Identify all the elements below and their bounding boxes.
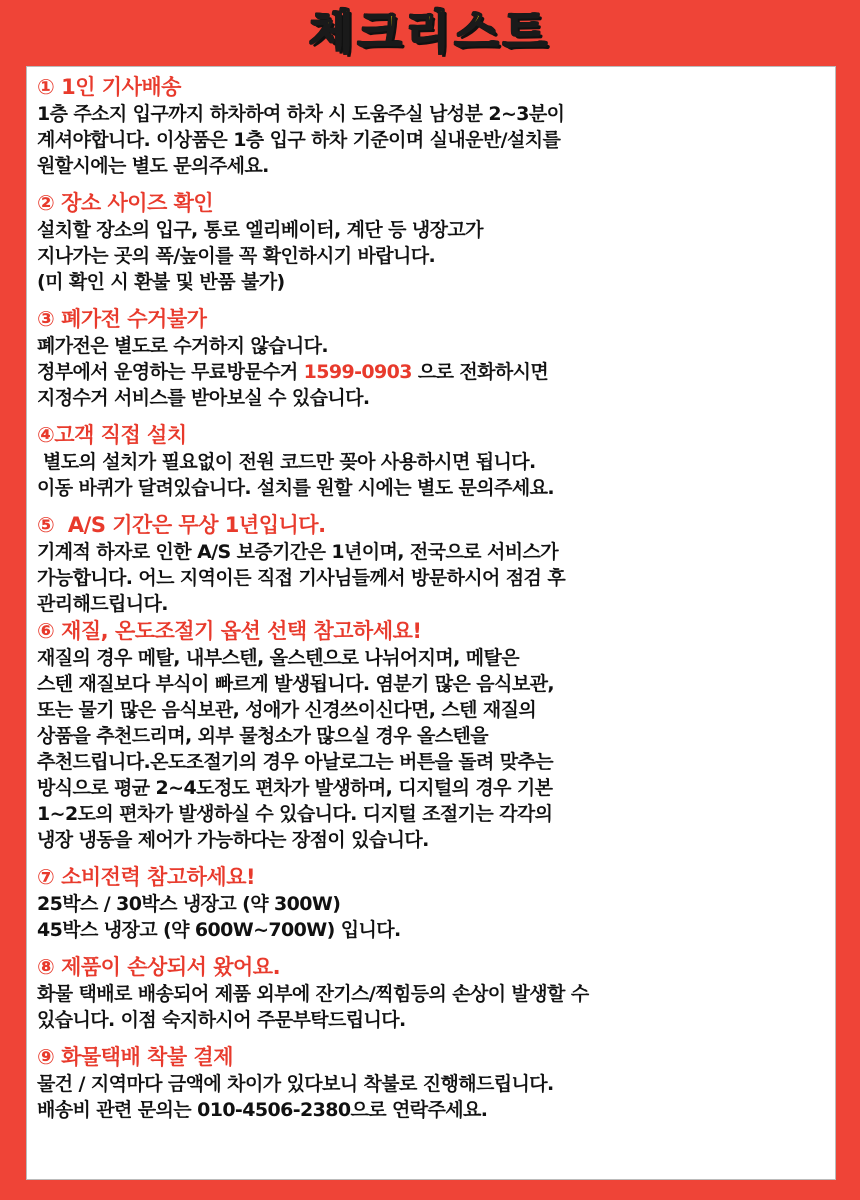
section-text: 지나가는 곳의 폭/높이를 꼭 확인하시기 바랍니다.	[37, 245, 436, 267]
section-heading: ⑦ 소비전력 참고하세요!	[37, 865, 256, 889]
section-text: 스텐 재질보다 부식이 빠르게 발생됩니다. 염분기 많은 음식보관,	[37, 673, 554, 695]
section-text: 있습니다. 이점 숙지하시어 주문부탁드립니다.	[37, 1009, 406, 1031]
section-8	[37, 953, 835, 1033]
section-6	[37, 617, 835, 853]
section-9	[37, 1043, 835, 1123]
section-heading: ⑤ A/S 기간은 무상 1년입니다.	[37, 513, 326, 537]
section-text: (미 확인 시 환불 및 반품 불가)	[37, 271, 285, 293]
section-text: 상품을 추천드리며, 외부 물청소가 많으실 경우 올스텐을	[37, 725, 489, 747]
section-heading: ⑧ 제품이 손상되서 왔어요.	[37, 955, 281, 979]
section-text: 25박스 / 30박스 냉장고 (약 300W)	[37, 893, 341, 915]
section-text: 45박스 냉장고 (약 600W~700W) 입니다.	[37, 919, 401, 941]
section-heading: ① 1인 기사배송	[37, 75, 181, 99]
checklist-panel	[26, 66, 836, 1180]
section-text: 관리해드립니다.	[37, 593, 168, 615]
section-text: 배송비 관련 문의는 010-4506-2380으로 연락주세요.	[37, 1099, 488, 1121]
section-text: 가능합니다. 어느 지역이든 직접 기사님들께서 방문하시어 점검 후	[37, 567, 566, 589]
section-7	[37, 863, 835, 943]
section-5	[37, 511, 835, 617]
section-1	[37, 73, 835, 179]
section-text: 또는 물기 많은 음식보관, 성애가 신경쓰이신다면, 스텐 재질의	[37, 699, 537, 721]
section-text: 설치할 장소의 입구, 통로 엘리베이터, 계단 등 냉장고가	[37, 219, 483, 241]
title-banner	[0, 0, 860, 64]
section-text: 1층 주소지 입구까지 하차하여 하차 시 도움주실 남성분 2~3분이	[37, 103, 565, 125]
section-text: 원할시에는 별도 문의주세요.	[37, 155, 269, 177]
section-text: 추천드립니다.온도조절기의 경우 아날로그는 버튼을 돌려 맞추는	[37, 751, 554, 773]
section-heading: ⑨ 화물택배 착불 결제	[37, 1045, 234, 1069]
section-text: 화물 택배로 배송되어 제품 외부에 잔기스/찍힘등의 손상이 발생할 수	[37, 983, 589, 1005]
section-text-suffix: 으로 전화하시면	[411, 361, 549, 383]
page-title: 체크리스트	[308, 5, 552, 59]
section-text: 1~2도의 편차가 발생하실 수 있습니다. 디지털 조절기는 각각의	[37, 803, 553, 825]
section-text: 지정수거 서비스를 받아보실 수 있습니다.	[37, 387, 370, 409]
section-heading: ④고객 직접 설치	[37, 423, 187, 447]
phone-number: 1599-0903	[303, 361, 412, 383]
section-text: 기계적 하자로 인한 A/S 보증기간은 1년이며, 전국으로 서비스가	[37, 541, 558, 563]
section-4	[37, 421, 835, 501]
section-text-prefix: 정부에서 운영하는 무료방문수거	[37, 361, 304, 383]
section-text: 계셔야합니다. 이상품은 1층 입구 하차 기준이며 실내운반/설치를	[37, 129, 561, 151]
section-text: 물건 / 지역마다 금액에 차이가 있다보니 착불로 진행해드립니다.	[37, 1073, 554, 1095]
section-3	[37, 305, 835, 411]
section-heading: ② 장소 사이즈 확인	[37, 191, 214, 215]
section-text: 재질의 경우 메탈, 내부스텐, 올스텐으로 나뉘어지며, 메탈은	[37, 647, 520, 669]
section-text: 방식으로 평균 2~4도정도 편차가 발생하며, 디지털의 경우 기본	[37, 777, 553, 799]
section-2	[37, 189, 835, 295]
section-text: 냉장 냉동을 제어가 가능하다는 장점이 있습니다.	[37, 829, 429, 851]
section-text: 폐가전은 별도로 수거하지 않습니다.	[37, 335, 328, 357]
section-text: 이동 바퀴가 달려있습니다. 설치를 원할 시에는 별도 문의주세요.	[37, 477, 554, 499]
section-text: 별도의 설치가 필요없이 전원 코드만 꽂아 사용하시면 됩니다.	[37, 451, 536, 473]
section-heading: ③ 폐가전 수거불가	[37, 307, 207, 331]
section-heading: ⑥ 재질, 온도조절기 옵션 선택 참고하세요!	[37, 619, 422, 643]
section-text	[37, 359, 835, 385]
